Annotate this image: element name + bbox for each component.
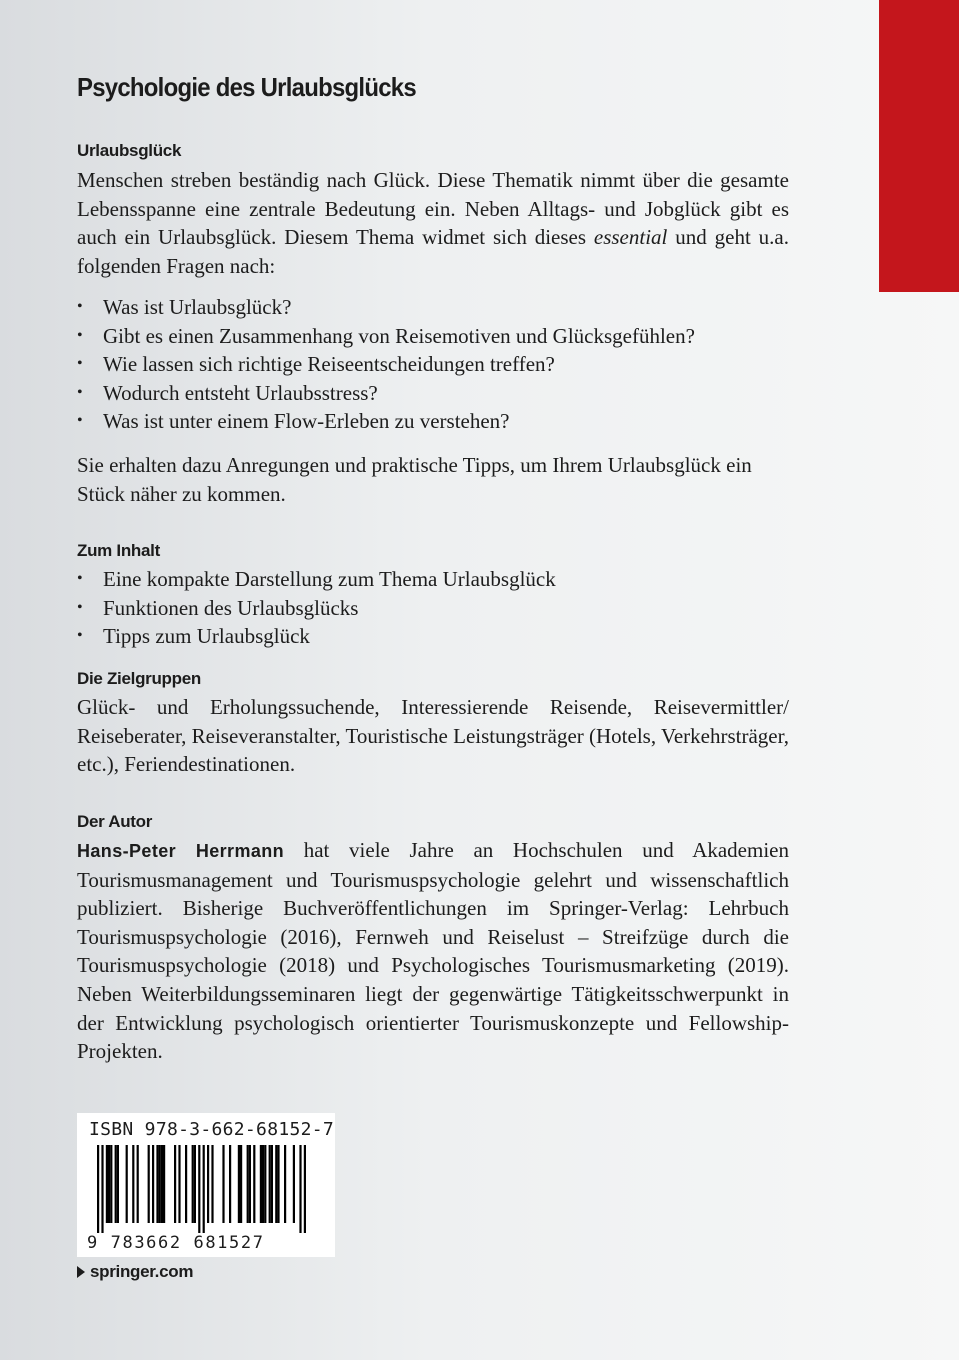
bullet-icon: • [77, 598, 83, 616]
heading-autor: Der Autor [77, 812, 153, 831]
barcode-bar [293, 1145, 295, 1223]
barcode-bar [269, 1145, 271, 1223]
barcode-bar [156, 1145, 158, 1223]
barcode-bars [97, 1145, 315, 1233]
barcode-bar [152, 1145, 154, 1223]
bullet-icon: • [77, 627, 83, 645]
page-title: Psychologie des Urlaubsglücks [77, 72, 416, 102]
barcode-bar [238, 1145, 240, 1223]
author-paragraph: Hans-Peter Herrmann hat viele Jahre an Hochschulen und Akademien Tourismusmanagement und Tourismuspsychologie gelehrt und wissenschaftlich publiziert. Bisherige Buchveröffentlichungen im Springer-Verlag: Lehrbuch Tourismuspsychologie (2016), Fernweh und Reiselust – Streifzüge durch die Tourismuspsychologie (2018) und Psychologisches Tourismusmarketing (2019). Neben Weiterbildungsseminaren liegt der gegenwärtige Tätigkeitsschwerpunkt in der Entwicklung psychologisch orientierter Tourismuskonzepte und Fellowship-Projekten. [77, 838, 789, 1064]
closing-paragraph: Sie erhalten dazu Anregungen und praktische Tipps, um Ihrem Urlaubsglück ein Stück näher zu kommen. [77, 453, 752, 506]
heading-zum-inhalt: Zum Inhalt [77, 541, 160, 560]
barcode-bar [163, 1145, 165, 1223]
heading-urlaubsglueck: Urlaubsglück [77, 141, 182, 160]
list-item: • Was ist Urlaubsglück? [77, 293, 789, 322]
list-item: • Funktionen des Urlaubsglücks [77, 594, 789, 623]
bullet-icon: • [77, 355, 83, 373]
barcode-bar [132, 1145, 134, 1223]
bullet-icon: • [77, 412, 83, 430]
barcode-bar [194, 1145, 196, 1223]
barcode-bar [299, 1145, 301, 1233]
list-item: • Wie lassen sich richtige Reiseentscheidungen treffen? [77, 350, 789, 379]
barcode-bar [115, 1145, 117, 1223]
barcode-bar [253, 1145, 255, 1223]
list-item: • Tipps zum Urlaubsglück [77, 622, 789, 651]
isbn-barcode [77, 1113, 335, 1257]
barcode-bar [159, 1145, 161, 1223]
barcode-bar [174, 1145, 176, 1223]
barcode-bar [277, 1145, 279, 1223]
barcode-bar [264, 1145, 266, 1223]
springer-link-text: springer.com [90, 1262, 194, 1281]
questions-list [77, 293, 789, 436]
list-item: • Wodurch entsteht Urlaubsstress? [77, 379, 789, 408]
list-item: • Eine kompakte Darstellung zum Thema Urlaubsglück [77, 565, 789, 594]
barcode-bar [192, 1145, 194, 1223]
isbn-label: ISBN 978-3-662-68152-7 [89, 1119, 335, 1140]
barcode-bar [108, 1145, 110, 1223]
barcode-bar [117, 1145, 119, 1223]
barcode-bar [275, 1145, 277, 1223]
barcode-bar [207, 1145, 209, 1223]
barcode-bar [240, 1145, 242, 1223]
barcode-bar [271, 1145, 273, 1223]
barcode-bar [249, 1145, 251, 1223]
barcode-bar [101, 1145, 103, 1233]
barcode-bar [229, 1145, 231, 1223]
barcode-digits: 9 783662 681527 [87, 1233, 265, 1253]
target-groups-paragraph: Glück- und Erholungssuchende, Interessierende Reisende, Reisevermittler/ Reiseberater, Reiseveranstalter, Touristische Leistungsträger (Hotels, Verkehrsträger, etc.), Feriendestinationen. [77, 695, 789, 777]
list-item: • Gibt es einen Zusammenhang von Reisemotiven und Glücksgefühlen? [77, 322, 789, 351]
barcode-bar [304, 1145, 306, 1233]
barcode-bar [110, 1145, 112, 1223]
barcode-bar [126, 1145, 128, 1223]
barcode-bar [161, 1145, 163, 1223]
contents-list [77, 565, 789, 651]
arrow-right-icon [77, 1266, 85, 1278]
barcode-bar [260, 1145, 262, 1223]
list-item: • Was ist unter einem Flow-Erleben zu verstehen? [77, 407, 789, 436]
barcode-bar [262, 1145, 264, 1223]
bullet-icon: • [77, 326, 83, 344]
bullet-icon: • [77, 570, 83, 587]
intro-paragraph: Menschen streben beständig nach Glück. Diese Thematik nimmt über die gesamte Lebensspanne eine zentrale Bedeutung ein. Neben Alltags- und Jobglück gibt es auch ein Urlaubsglück. Diesem Thema widmet sich dieses essential und geht u.a. folgenden Fragen nach: [77, 168, 789, 278]
barcode-bar [198, 1145, 200, 1233]
barcode-bar [97, 1145, 99, 1233]
barcode-bar [137, 1145, 139, 1223]
barcode-bar [203, 1145, 205, 1233]
barcode-bar [211, 1145, 213, 1223]
barcode-bar [247, 1145, 249, 1223]
barcode-bar [106, 1145, 108, 1223]
red-accent-strip [879, 0, 959, 292]
barcode-bar [284, 1145, 286, 1223]
barcode-bar [178, 1145, 180, 1223]
author-name: Hans-Peter Herrmann [77, 841, 285, 861]
barcode-bar [222, 1145, 224, 1223]
barcode-bar [148, 1145, 150, 1223]
springer-link[interactable] [77, 1262, 193, 1282]
bullet-icon: • [77, 298, 83, 315]
barcode-bar [185, 1145, 187, 1223]
bullet-icon: • [77, 383, 83, 401]
heading-zielgruppen: Die Zielgruppen [77, 669, 201, 688]
